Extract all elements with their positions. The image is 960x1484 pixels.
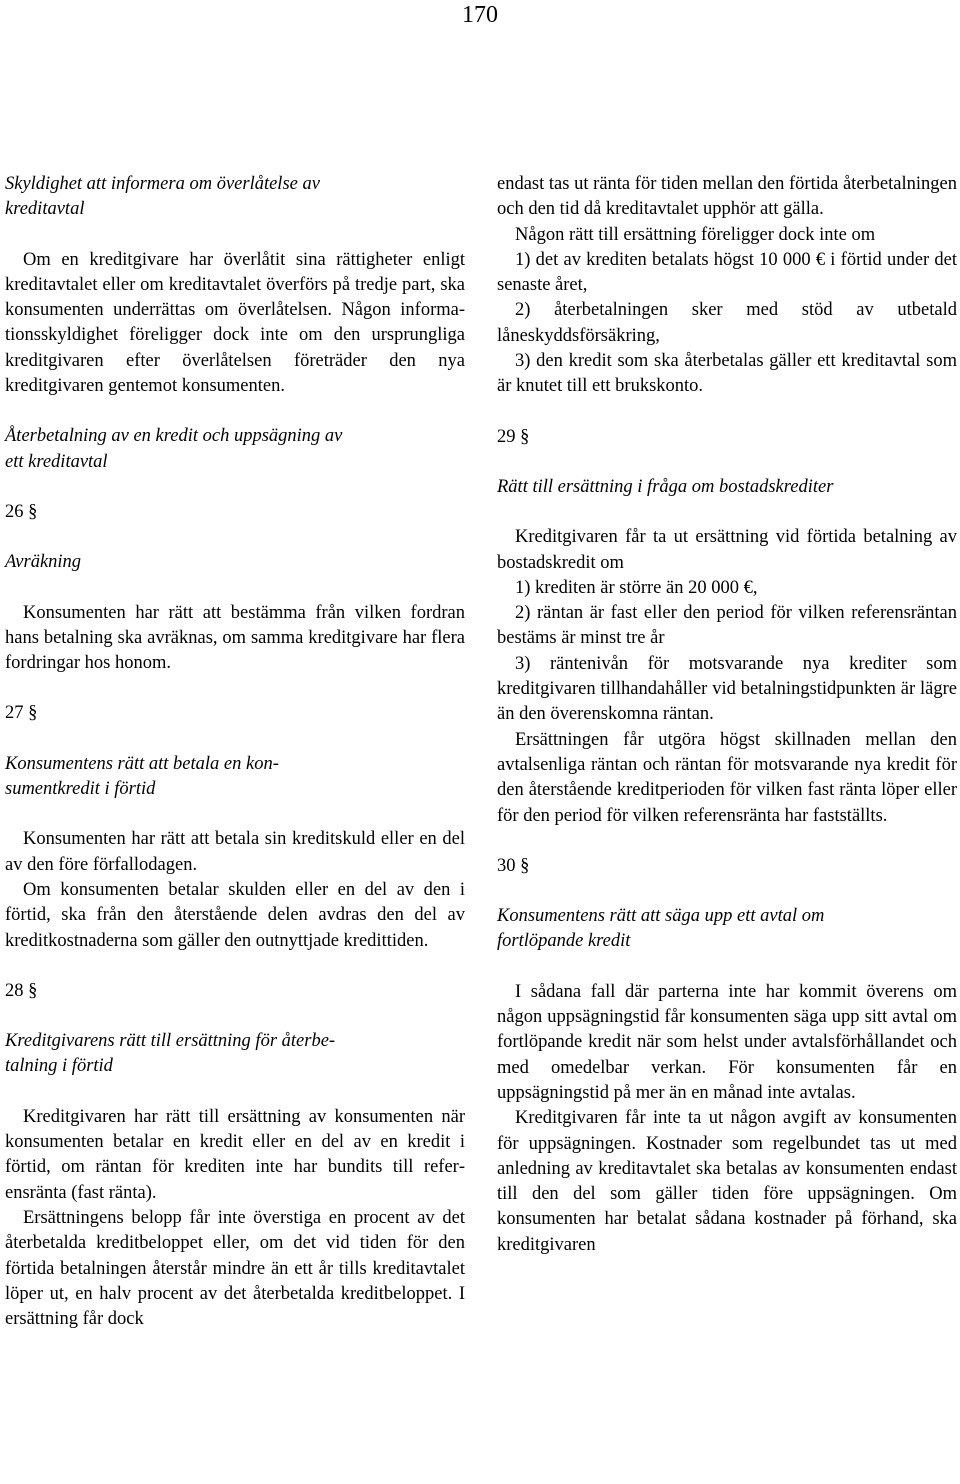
page-number: 170 [462,2,498,28]
section-28-title: Kreditgivarens rätt till ersättning för återbe- talning i förtid [5,1031,336,1077]
section-27-mark: 27 § [5,703,38,724]
section-30-paragraph-1: I sådana fall där parterna inte har kommit överens om någon uppsägningstid får konsumenten säga upp sitt avtal om fortlöpande kredit när som helst under avtalsförhållandet och med omedelbar verkan. För konsumenten får en uppsägningstid på mer än en månad inte avtalas. [497,981,957,1103]
section-26-mark: 26 § [5,501,38,522]
right-column [497,172,957,1258]
section-29-paragraph-2: Ersättningen får utgöra högst skillnaden mellan den avtalsenliga räntan och räntan för motsvarande nya kredit för den återstående kreditperioden för vilken fast ränta löper eller för den period för vilken referensränta har fastställts. [497,729,957,826]
continuation-list-item-1: 1) det av krediten betalats högst 10 000 € i förtid under det senaste året, [497,249,957,296]
section-29-title: Rätt till ersättning i fråga om bostadskrediter [497,476,834,497]
heading-aterbetalning: Återbetalning av en kredit och uppsägning av ett kreditavtal [5,426,343,472]
section-28-paragraph-2: Ersättningens belopp får inte överstiga en procent av det återbetalda kreditbeloppet eller, om det vid tiden för den förtida betalningen återstår mindre än ett år tills kreditavtalet löper ut, en halv procent av det återbetalda kreditbeloppet. I ersättning får dock [5,1207,465,1330]
section-28-mark: 28 § [5,980,38,1001]
section-29-paragraph-1: Kreditgivaren får ta ut ersättning vid förtida betalning av bostadskredit om [497,527,957,573]
section-29-list-item-3: 3) räntenivån för motsvarande nya krediter som kreditgivaren tillhandahåller vid betalningstidpunkten är lägre än den överenskomna räntan. [497,653,957,725]
continuation-paragraph-2: Någon rätt till ersättning föreligger dock inte om [515,224,876,245]
section-30-paragraph-2: Kreditgivaren får inte ta ut någon avgift av konsumenten för uppsägningen. Kostnader som regelbundet tas ut med anledning av kreditavtalet ska betalas av konsumenten endast till den del som gäller tiden före uppsägningen. Om konsumenten har betalat sådana kostnader på förhand, ska kreditgivaren [497,1108,957,1255]
section-29-list-item-2: 2) räntan är fast eller den period för vilken referensräntan bestäms är minst tre år [497,603,957,649]
left-column [5,172,465,1332]
section-27-paragraph-1: Konsumenten har rätt att betala sin kreditskuld eller en del av den före förfallodagen. [5,829,465,875]
section-30-mark: 30 § [497,855,530,876]
continuation-list-item-3: 3) den kredit som ska återbetalas gäller ett kreditavtal som är knutet till ett brukskonto. [497,351,957,397]
section-30-title: Konsumentens rätt att säga upp ett avtal om fortlöpande kredit [497,906,825,952]
section-28-paragraph-1: Kreditgivaren har rätt till ersättning av konsumenten när konsumenten betalar en kredit eller en del av en kredit i förtid, om räntan för krediten inte har bundits till referensränta (fast ränta). [5,1106,465,1203]
section-29-mark: 29 § [497,426,530,447]
heading-informera: Skyldighet att informera om överlåtelse av kreditavtal [5,174,320,220]
continuation-paragraph-1: endast tas ut ränta för tiden mellan den förtida återbetalningen och den tid då kreditavtalet upphör att gälla. [497,174,957,220]
section-26-paragraph: Konsumenten har rätt att bestämma från vilken fordran hans betalning ska avräknas, om samma kreditgivare har flera fordringar hos honom. [5,602,465,674]
section-27-title: Konsumentens rätt att betala en kon- sumentkredit i förtid [5,753,279,800]
paragraph-informera: Om en kreditgivare har överlåtit sina rättigheter enligt kreditavtalet eller om kreditavtalet överförs på tredje part, ska konsumenten underrättas om överlåtelsen. Någon informationsskyldighet föreligger dock inte om den ursprungliga kreditgivaren efter överlåtelsen företräder den nya kreditgivaren gentemot konsumenten. [5,249,465,397]
section-27-paragraph-2: Om konsumenten betalar skulden eller en del av den i förtid, ska från den återstående delen avdras den del av kreditkostnaderna som gäller den outnyttjade kredittiden. [5,879,465,951]
continuation-list-item-2: 2) återbetalningen sker med stöd av utbetald låneskyddsförsäkring, [497,300,957,346]
section-29-list-item-1: 1) krediten är större än 20 000 €, [515,577,758,598]
section-26-title: Avräkning [5,552,82,573]
